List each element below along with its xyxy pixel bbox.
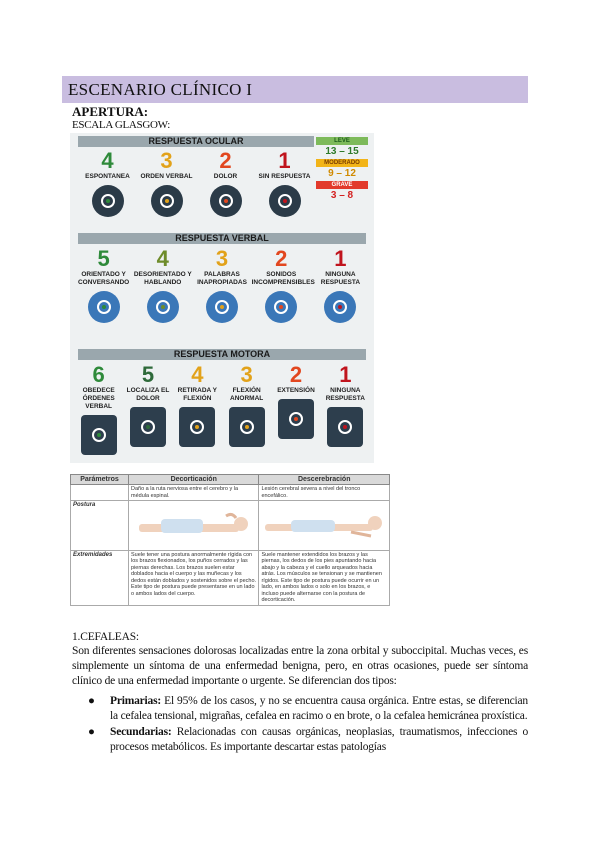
verbal-label: DESORIENTADO Y HABLANDO bbox=[133, 271, 192, 286]
motor-item-3 bbox=[222, 363, 271, 447]
table-cell: Extremidades bbox=[71, 550, 129, 605]
ocular-item-2 bbox=[196, 149, 255, 217]
table-cell: Suele mantener extendidos los brazos y las piernas, los dedos de los pies apuntando hacia abajo y la cabeza y el cuello arqueados hacia atrás. Los músculos se tensionan y se mantienen rígidos. Este tipo de postura puede ocurrir en un lado, en ambos lados o solo en los brazos, e incluso puede alternarse con la postura de decorticación. bbox=[259, 550, 390, 605]
motor-label: LOCALIZA EL DOLOR bbox=[126, 387, 170, 402]
motor-label: NINGUNA RESPUESTA bbox=[325, 387, 365, 402]
severity-range: 3 – 8 bbox=[330, 190, 354, 201]
arm-to-chest-icon bbox=[130, 407, 166, 447]
table-header: Decorticación bbox=[129, 475, 259, 485]
ocular-label: ORDEN VERBAL bbox=[140, 173, 193, 180]
motor-score: 5 bbox=[141, 362, 155, 387]
closed-eye-icon bbox=[269, 185, 301, 217]
verbal-item-3 bbox=[192, 247, 251, 323]
table-row bbox=[71, 501, 390, 551]
question-mark-icon bbox=[147, 291, 179, 323]
verbal-response-header: RESPUESTA VERBAL bbox=[78, 233, 366, 244]
scenario-title: ESCENARIO CLÍNICO I bbox=[62, 76, 528, 103]
ear-icon bbox=[265, 291, 297, 323]
bullet-icon: ● bbox=[88, 726, 95, 738]
severity-level-label: MODERADO bbox=[316, 159, 368, 167]
severity-legend bbox=[316, 137, 368, 203]
chat-bubble-icon bbox=[88, 291, 120, 323]
motor-label: OBEDECE ÓRDENES VERBAL bbox=[82, 387, 115, 410]
arm-withdraw-icon bbox=[179, 407, 215, 447]
motor-score: 4 bbox=[191, 362, 204, 387]
list-item-term: Secundarias: bbox=[110, 726, 172, 738]
verbal-label: PALABRAS INAPROPIADAS bbox=[197, 271, 247, 286]
body-extension-icon bbox=[278, 399, 314, 439]
verbal-item-2 bbox=[251, 246, 315, 323]
posture-comparison-table bbox=[70, 474, 390, 606]
headache-types-list bbox=[88, 694, 528, 756]
severity-level-label: GRAVE bbox=[316, 181, 368, 189]
pinched-eye-icon bbox=[210, 185, 242, 217]
table-header: Parámetros bbox=[71, 475, 129, 485]
bullet-icon: ● bbox=[88, 695, 95, 707]
ocular-label: DOLOR bbox=[213, 173, 238, 180]
motor-item-2 bbox=[271, 363, 320, 439]
ocular-score: 4 bbox=[101, 148, 114, 173]
verbal-score: 1 bbox=[334, 246, 347, 271]
table-row bbox=[71, 485, 390, 501]
handshake-icon bbox=[81, 415, 117, 455]
verbal-label: ORIENTADO Y CONVERSANDO bbox=[77, 271, 130, 286]
list-item-text: El 95% de los casos, y no se encuentra causa orgánica. Entre estas, se diferencian la cefalea tensional, migrañas, cefalea en racimo o en brote, o la cefalea hemicránea proxística. bbox=[110, 695, 528, 722]
motor-label: EXTENSIÓN bbox=[277, 387, 315, 394]
ocular-label: SIN RESPUESTA bbox=[258, 173, 311, 180]
list-item bbox=[88, 725, 528, 754]
open-eye-icon bbox=[92, 185, 124, 217]
verbal-score: 4 bbox=[156, 246, 169, 271]
arm-flexion-icon bbox=[229, 407, 265, 447]
verbal-item-5 bbox=[74, 247, 133, 323]
table-header: Descerebración bbox=[259, 475, 390, 485]
decortication-posture-illustration bbox=[129, 501, 259, 551]
verbal-score: 2 bbox=[275, 246, 288, 271]
severity-range: 13 – 15 bbox=[325, 146, 359, 157]
verbal-label: NINGUNA RESPUESTA bbox=[320, 271, 361, 286]
motor-label: FLEXIÓN ANORMAL bbox=[230, 387, 264, 402]
motor-item-4 bbox=[173, 363, 222, 447]
table-cell: Daño a la ruta nerviosa entre el cerebro y la médula espinal. bbox=[129, 485, 259, 501]
speech-bubbles-icon bbox=[206, 291, 238, 323]
decerebration-posture-illustration bbox=[259, 501, 390, 551]
verbal-item-4 bbox=[133, 247, 192, 323]
table-row bbox=[71, 550, 390, 605]
verbal-score: 3 bbox=[215, 246, 229, 271]
motor-item-6 bbox=[74, 363, 123, 455]
apertura-heading: APERTURA: bbox=[72, 104, 149, 119]
motor-label: RETIRADA Y FLEXIÓN bbox=[177, 387, 217, 402]
ocular-label: ESPONTANEA bbox=[85, 173, 130, 180]
motor-score: 3 bbox=[240, 362, 253, 387]
glasgow-infographic bbox=[70, 133, 374, 463]
table-cell: Postura bbox=[71, 501, 129, 551]
ocular-score: 3 bbox=[160, 148, 173, 173]
ocular-item-1 bbox=[255, 149, 314, 217]
ocular-item-3 bbox=[137, 149, 196, 217]
ocular-score: 1 bbox=[278, 148, 291, 173]
severity-level-label: LEVE bbox=[316, 137, 368, 145]
section-heading: 1.CEFALEAS: bbox=[72, 631, 139, 643]
crossed-body-icon bbox=[327, 407, 363, 447]
motor-response-header: RESPUESTA MOTORA bbox=[78, 349, 366, 360]
table-cell bbox=[71, 485, 129, 501]
motor-item-1 bbox=[321, 363, 370, 447]
table-cell: Lesión cerebral severa a nivel del tronco encefálico. bbox=[259, 485, 390, 501]
motor-score: 2 bbox=[289, 362, 303, 387]
ocular-item-4 bbox=[78, 149, 137, 217]
ocular-score: 2 bbox=[219, 148, 232, 173]
list-item-text: Relacionadas con causas orgánicas, neoplasias, traumatismos, infecciones o procesos metabólicos. Es importante descartar estas patologías bbox=[110, 726, 528, 753]
table-cell: Suele tener una postura anormalmente rígida con los brazos flexionados, los puños cerrados y las piernas derechas. Los brazos suelen estar doblados hacia el cuerpo y las muñecas y los dedos están doblados y sostenidos sobre el pecho. Este tipo de postura puede presentarse en un lado o ambos lados del cuerpo. bbox=[129, 550, 259, 605]
glasgow-scale-label: ESCALA GLASGOW: bbox=[72, 119, 171, 131]
verbal-item-1 bbox=[311, 247, 370, 323]
motor-score: 1 bbox=[339, 362, 352, 387]
ocular-response-header: RESPUESTA OCULAR bbox=[78, 136, 314, 147]
list-item bbox=[88, 694, 528, 723]
list-item-term: Primarias: bbox=[110, 695, 162, 707]
muted-mouth-icon bbox=[324, 291, 356, 323]
motor-item-5 bbox=[123, 363, 172, 447]
speaking-head-icon bbox=[151, 185, 183, 217]
section-intro-paragraph: Son diferentes sensaciones dolorosas localizadas entre la zona orbital y suboccipital. Muchas veces, es simplemente un síntoma de una enfermedad benigna, pero, en otras ocasiones, puede ser síntoma clínico de una enfermedad importante o urgente. Se diferencian dos tipos: bbox=[72, 645, 528, 687]
verbal-score: 5 bbox=[97, 246, 110, 271]
severity-range: 9 – 12 bbox=[328, 168, 356, 179]
motor-score: 6 bbox=[92, 362, 105, 387]
verbal-label: SONIDOS INCOMPRENSIBLES bbox=[251, 271, 315, 286]
